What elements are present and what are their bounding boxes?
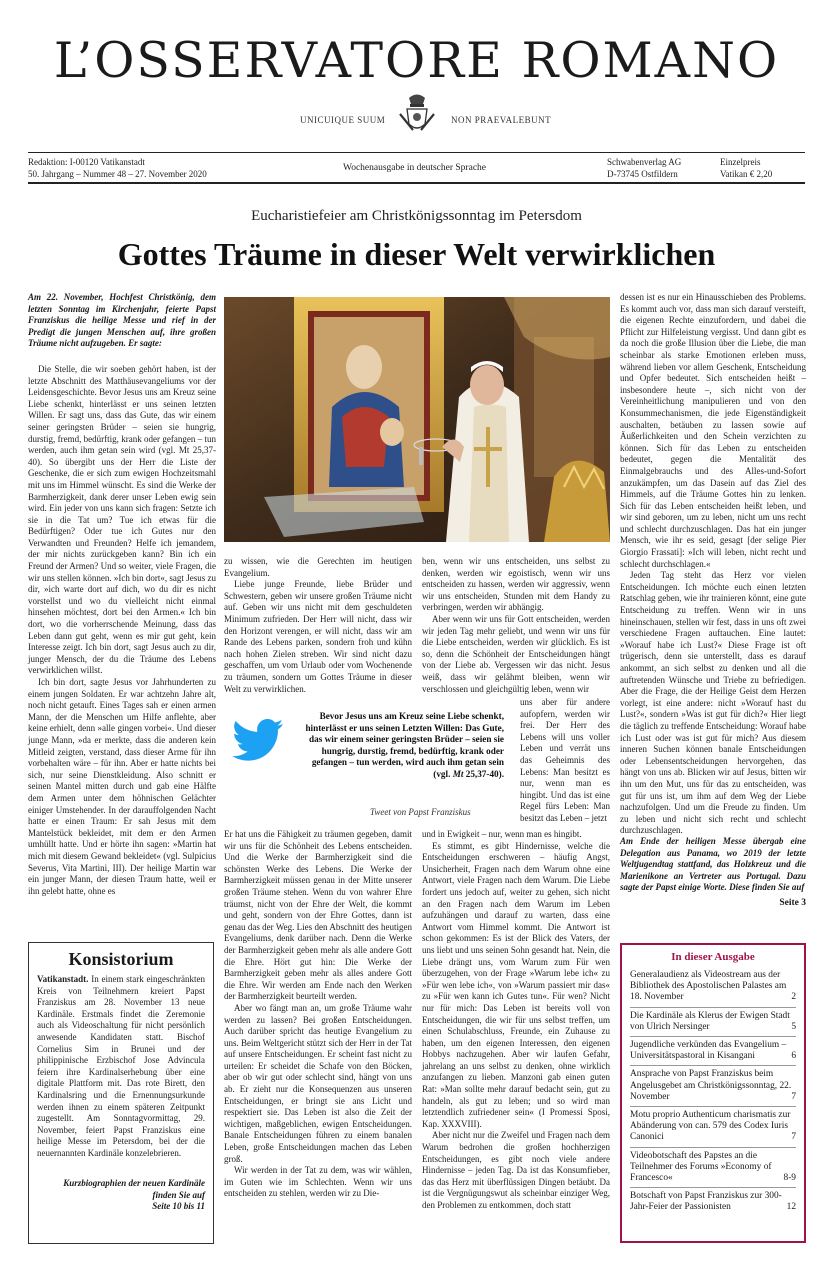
paragraph: Aber wenn wir uns für Gott entscheiden, werden wir jeden Tag mehr geliebt, und wenn wir uns für die Liebe entscheiden, werden wir glücklich. Es ist so, denn die Schönheit der Entscheidungen hängt von der Liebe ab. Vergessen wir das nicht. Jesus weiß, dass wir gelähmt bleiben, wenn wir verschlossen und gleichgültig leben, wenn wir	[422, 613, 610, 694]
continued-page-link[interactable]: Seite 3	[779, 897, 806, 908]
konsistorium-box	[28, 942, 214, 1244]
price-value: Vatikan € 2,20	[720, 169, 773, 179]
motto-right: NON PRAEVALEBUNT	[451, 115, 552, 125]
paragraph: ben, wenn wir uns entscheiden, uns selbst zu denken, werden wir egoistisch, wenn wir uns entscheiden zu hassen, werden wir aggressiv, wenn wir uns entscheiden, Stunden mit dem Handy zu verbringen, werden wir abhängig.	[422, 556, 610, 613]
pope-mass-photo	[224, 297, 610, 542]
paragraph: Ich bin dort, sagte Jesus vor Jahrhunderten zu einem jungen Soldaten. Er war achtzehn Jahre alt, noch nicht getauft. Eines Tages sah er einen armen Mann, der die Menschen um Hilfe anflehte, aber keine erhielt, denn »alle gingen vorbei«. Und dieser junge Mann, »da er merkte, dass die anderen kein Mitleid zeigten, verstand, dass dieser Arme für ihn vorbehalten wäre – für ihn. Aber er hatte nichts bei sich, nur seine Dienstkleidung. Also schnitt er seinen Mantel mitten durch und gab eine Hälfte dem Armen unter dem höhnischen Gelächter einiger Umstehender. In der darauffolgenden Nacht hatte er einen Traum: Er sah Jesus mit dem Mantelstück bekleidet, mit dem er den Armen umhüllt hatte. Und er hörte ihn sagen: »Martin hat mich mit diesem Gewand bekleidet« (vgl. Sulpicius Severus, Vita Martini, III). Der heilige Martin war ein junger Mann, der diesen Traum hatte, weil er ihn gelebt hatte, ohne es	[28, 677, 216, 896]
konsistorium-note: Kurzbiographien der neuen Kardinäle finden Sie auf	[63, 1178, 205, 1200]
toc-item-page: 12	[786, 1202, 796, 1213]
papal-coat-of-arms-icon	[395, 92, 439, 136]
toc-item[interactable]	[630, 1037, 796, 1066]
paragraph: Liebe junge Freunde, liebe Brüder und Schwestern, geben wir unsere großen Träume nicht auf. Geben wir uns nicht mit dem geschuldeten Minimum zufrieden. Der Herr will nicht, dass wir den Horizont verengen, er will nicht, dass wir am Rande des Lebens parken, sondern froh und kühn nach hohen Zielen streben. Wir sind nicht dazu geschaffen, um vom Urlaub oder vom Wochenende zu träumen, sondern um Gottes Träume in dieser Welt zu verwirklichen.	[224, 579, 412, 694]
toc-item[interactable]	[630, 1008, 796, 1037]
article-column-3-upper	[422, 556, 610, 696]
paragraph: zu wissen, wie die Gerechten im heutigen Evangelium.	[224, 556, 412, 578]
article-column-3-lower	[422, 829, 610, 1253]
twitter-bird-icon	[232, 718, 284, 763]
tweet-reference-verse: 25,37-40).	[465, 768, 504, 779]
toc-item-page: 6	[791, 1051, 796, 1062]
article-column-3-wrap	[520, 697, 610, 829]
toc-item-text: Ansprache von Papst Franziskus beim Angelusgebet am Christkönigssonntag, 22. November	[630, 1069, 792, 1102]
paragraph: und in Ewigkeit – nur, wenn man es hingibt.	[422, 829, 582, 839]
article-intro: Am 22. November, Hochfest Christkönig, dem letzten Sonntag im Kirchenjahr, feierte Papst Franziskus die heilige Messe und rief in der Predigt die jungen Menschen auf, ihre großen Träume nicht aufzugeben. Er sagte:	[28, 292, 216, 349]
publisher-line-1: Schwabenverlag AG	[607, 157, 682, 167]
toc-item-text: Die Kardinäle als Klerus der Ewigen Stadt von Ulrich Nersinger	[630, 1010, 790, 1032]
article-outro: Am Ende der heiligen Messe übergab eine Delegation aus Panama, wo 2019 der letzte Weltjugendtag stattfand, das Holzkreuz und die Marienikone an Vertreter aus Portugal. Dazu sagte der Papst einige Worte. Diese finden Sie auf	[620, 836, 806, 893]
article-column-2-upper	[224, 556, 412, 694]
header-bottom-rule	[28, 182, 805, 184]
paragraph: dessen ist es nur ein Hinausschieben des Problems. Es kommt auch vor, dass man sich darauf versteift, die eigenen Rechte einzufordern, und dabei die Pflicht zur Hilfeleistung vergisst. Und dann gibt es da noch die große Illusion über die Liebe, die man scheinbar als starke Emotionen erleben muss, während lieben vor allem Geschenk, Entscheidung und Opfer bedeutet. Sich entscheiden heißt – insbesondere heute –, sich nicht von der Vereinheitlichung manipulieren und von den Konsummechanismen, die jede Eigenständigkeit auschalten, betäuben zu lassen sowie auf Äußerlichkeiten und den Schein verzichten zu können. Sich für das Leben zu entscheiden bedeutet, gegen die Mentalität des Einmalgebrauchs und des Alles-und-Sofort anzukämpfen, um das Dasein auf das Ziel des Himmels, auf die Träume Gottes hin zu lenken. Sich für das Leben entscheiden heißt leben, und wir sind geboren, um zu leben, nicht um uns recht und schlecht durchzuschlagen. Das hat ein junger Mensch, wie ihr es seid, gesagt [der selige Pier Giorgio Frassati]: »Ich will leben, nicht recht und schlecht durchschlagen.«	[620, 292, 806, 569]
konsistorium-pages-link[interactable]: Seite 10 bis 11	[152, 1201, 205, 1212]
toc-title: In dieser Ausgabe	[671, 951, 755, 963]
article-column-1	[28, 292, 216, 916]
paragraph: Wir werden in der Tat zu dem, was wir wählen, im Guten wie im Schlechten. Wenn wir uns entscheiden zu stehlen, werden wir zu Die-	[224, 1165, 412, 1199]
paragraph: Jeden Tag steht das Herz vor vielen Entscheidungen. Ich möchte euch einen letzten Ratschlag geben, wie ihr trainieren könnt, eine gute Entscheidung zu treffen. Wenn wir in uns hineinschauen, stellen wir fest, dass in uns oft zwei verschiedene Fragen auftauchen. Eine lautet: »Worauf habe ich Lust?« Diese Frage ist oft trügerisch, denn sie unterstellt, dass es darauf ankommt, an sich selbst zu denken und all die auftretenden Wünsche und Triebe zu befriedigen. Aber die Frage, die der Heilige Geist dem Herzen vorlegt, ist eine andere: nicht »Worauf hast du Lust?«, sondern »Was ist gut für dich?« Hier liegt die täglich zu treffende Entscheidung: Worauf habe ich Lust oder was ist gut für mich? Aus diesem inneren Suchen können banale Entscheidungen oder Lebensentscheidungen hervorgehen, das hängt von uns ab. Blicken wir auf Jesus, bitten wir ihn um den Mut, uns für das zu entscheiden, was gut für uns ist, um ihm auf dem Weg der Liebe nachzufolgen. Und um die Freude zu finden. Um zu leben und nicht sich recht und schlecht durchzuschlagen.	[620, 570, 806, 836]
issue-info: 50. Jahrgang – Nummer 48 – 27. November 2020	[28, 169, 207, 179]
header-top-rule	[28, 152, 805, 153]
toc-item-text: Jugendliche verkünden das Evangelium – Universitätspastoral in Kisangani	[630, 1040, 787, 1062]
toc-item[interactable]	[630, 1066, 796, 1107]
paragraph: uns aber für andere aufopfern, werden wir frei. Der Herr des Lebens will uns voller Leben und verrät uns das Geheimnis des Lebens: Man besitzt es nur, wenn man es hingibt. Und das ist eine Regel fürs Leben: Man besitzt das Leben – jetzt	[520, 697, 610, 823]
motto-left: UNICUIQUE SUUM	[300, 115, 386, 125]
paragraph: Aber nicht nur die Zweifel und Fragen nach dem Warum bedrohen die großen hochherzigen Entscheidungen, es gibt noch viele andere Hindernisse – jeden Tag. Da ist das Konsumfieber, das das Herz mit überflüssigen Dingen betäubt. Da ist die Vergnügungswut als scheinbar einziger Weg, den Problemen zu entkommen, doch statt	[422, 1130, 610, 1210]
toc-item-text: Generalaudienz als Videostream aus der Bibliothek des Apostolischen Palastes am 18. November	[630, 970, 787, 1003]
tweet-quote	[294, 711, 504, 781]
redaktion-address: Redaktion: I-00120 Vatikanstadt	[28, 157, 145, 167]
konsistorium-title: Konsistorium	[68, 949, 174, 969]
masthead-title: L’OSSERVATORE ROMANO	[53, 32, 780, 89]
paragraph: Es stimmt, es gibt Hindernisse, welche die Entscheidungen erschweren – häufig Angst, Unsicherheit, Fragen nach dem Warum ohne eine Antwort, viele Fragen nach dem Warum. Die Liebe fordert uns jedoch auf, weiter zu gehen, sich nicht an den Fragen nach dem Warum im Leben aufzuhängen und darauf zu warten, dass eine Antwort vom Himmel kommt. Die Antwort ist schon gekommen: Es ist der Blick des Vaters, der uns liebt und uns seinen Sohn gesandt hat. Nein, die Liebe drängt uns, vom Warum zum Für wen überzugehen, von der Frage »Warum lebe ich« zu »Für wen lebe ich«, von »Warum passiert mir das« zu »Für wen kann ich Gutes tun«. Für wen? Nicht nur für mich: Das Leben ist bereits voll von Entscheidungen, die wir für uns selbst treffen, um einen Schulabschluss, Freunde, ein Zuhause zu haben, um den eigenen Interessen, den eigenen Hobbys nachzugehen. Aber wir laufen Gefahr, jahrelang an uns selbst zu denken, ohne wirklich anzufangen zu lieben. Manzoni gab einen guten Rat: »Man sollte mehr darauf bedacht sein, gut zu handeln, als gut zu leben; und so wird man letztendlich zufriedener sein« (I Promessi Sposi, Kap. XXXVIII).	[422, 840, 610, 1129]
konsistorium-place: Vatikanstadt.	[37, 974, 89, 984]
tweet-attribution: Tweet von Papst Franziskus	[370, 807, 471, 817]
toc-item-text: Videobotschaft des Papstes an die Teilnehmer des Forums »Economy of Francesco«	[630, 1150, 772, 1184]
toc-item-page: 5	[791, 1021, 796, 1032]
toc-item-page: 7	[791, 1132, 796, 1143]
toc-item[interactable]	[630, 1188, 796, 1216]
tweet-text: Bevor Jesus uns am Kreuz seine Liebe schenkt, hinterlässt er uns seinen Letzten Willen: Das Gute, das wir einem seiner geringsten Brüder – seien sie hungrig, durstig, fremd, bedürftig, krank oder gefangen – tun werden, wird auch ihm getan sein (vgl.	[305, 711, 504, 779]
article-headline: Gottes Träume in dieser Welt verwirklichen	[117, 236, 716, 272]
toc-item-page: 2	[791, 992, 796, 1003]
publisher-line-2: D-73745 Ostfildern	[607, 169, 678, 179]
toc-item[interactable]	[630, 967, 796, 1008]
paragraph: Die Stelle, die wir soeben gehört haben, ist der letzte Abschnitt des Matthäusevangeliums vor der Leidensgeschichte. Bevor Jesus uns am Kreuz seine Liebe schenkt, hinterlässt er uns seinen letzten Willen. Er sagt uns, dass das Gute, das wir einem seiner geringsten Brüder – seien sie hungrig, durstig, fremd, bedürftig, krank oder gefangen – tun werden, auch ihm getan sein wird (vgl. Mt 25,37-40). So übergibt uns der Herr die Liste der Geschenke, die er sich zum ewigen Hochzeitsmahl mit uns im Himmel wünscht. Es sind die Werke der Barmherzigkeit, dank derer unser Leben ewig sein wird. Ein jeder von uns kann sich fragen: Setzte ich sie in die Tat um? Tue ich etwas für die Bedürftigen? Oder tue ich Gutes nur den Verwandten und Freunden? Helfe ich jemandem, der mir nichts zurückgeben kann? Bin ich ein Freund der Armen? Und so weiter, viele Fragen, die wir uns stellen können. »Ich bin dort«, sagt Jesus zu dir, »ich warte dort auf dich, wo du dir es nicht vorstellst und wo du vielleicht nicht einmal hinsehen möchtest, dort bei den Armen.« Ich bin dort, wo die vorherrschende Meinung, dass das Leben dann gut geht, wenn es mir gut geht, kein Interesse zeigt. Ich bin dort, sagt Jesus auch zu dir, junger Mensch, der du die Träume des Lebens verwirklichen willst.	[28, 363, 216, 676]
edition-label: Wochenausgabe in deutscher Sprache	[343, 163, 486, 173]
tweet-reference: Mt	[452, 768, 464, 779]
toc-item-text: Motu proprio Authenticum charismatis zur Abänderung von can. 579 des Codex Iuris Canonici	[630, 1110, 791, 1143]
paragraph: Er hat uns die Fähigkeit zu träumen gegeben, damit wir uns für die Schönheit des Lebens entscheiden. Und die Werke der Barmherzigkeit sind die schönsten Werke des Lebens. Die Werke der Barmherzigkeit müssen genau in der Mitte unserer großen Träume stehen. Wenn du von wahrer Ehre träumst, nicht von der Ehre der Welt, die kommt und geht, sondern von der Ehre Gottes, dann ist genau das der Weg. Lies den Abschnitt des heutigen Evangeliums, denk darüber nach. Denn die Werke der Barmherzigkeit geben mehr als alle andere Gott die Ehre. Hört gut hin: Die Werke der Barmherzigkeit geben mehr als alles andere Gott die Ehre. Wir werden am Ende nach den Werken der Barmherzigkeit beurteilt werden.	[224, 829, 412, 1002]
toc-box	[620, 943, 806, 1243]
price-label: Einzelpreis	[720, 157, 761, 167]
article-column-4	[620, 292, 806, 908]
paragraph: Aber wo fängt man an, um große Träume wahr werden zu lassen? Bei großen Entscheidungen. Auch darüber spricht das heutige Evangelium zu uns. Beim Weltgericht stützt sich der Herr in der Tat auf unsere Entscheidungen. Er scheint fast nicht zu urteilen: Er scheidet die Schafe von den Böcken, aber ob wir gut oder schlecht sind, hängt von uns ab. Er zieht nur die Konsequenzen aus unseren Entscheidungen, er bringt sie ans Licht und respektiert sie. Das Leben ist also die Zeit der wichtigen, maßgeblichen, ewigen Entscheidungen. Banale Entscheidungen führen zu einem banalen Leben, große Entscheidungen machen das Leben groß.	[224, 1002, 412, 1164]
toc-item[interactable]	[630, 1148, 796, 1189]
toc-item-page: 8-9	[783, 1173, 796, 1184]
toc-item-page: 7	[791, 1091, 796, 1102]
toc-item[interactable]	[630, 1107, 796, 1148]
konsistorium-body: In einem stark eingeschränkten Kreis von Teilnehmern kreiert Papst Franziskus am 28. November 13 neue Kardinäle. Erstmals findet die Zeremonie auch als Videoschaltung für nicht persönlich anwesende Kandidaten statt. Bischof Cornelius Sim in Brunei und der philippinische Erzbischof Jose Advincula feiern ihre Kardinalserhebung über eine digitale Plattform mit. Das rote Birett, den Kardinalsring und die Ernennungsurkunde werden ihnen zu einem späteren Zeitpunkt zugestellt. Am Sonntagvormittag, 29. November, feiert Papst Franziskus eine heilige Messe im Petersdom, bei der die neuernannten Kardinäle konzelebrieren.	[37, 974, 205, 1158]
toc-item-text: Botschaft von Papst Franziskus zur 300-Jahr-Feier der Passionisten	[630, 1191, 782, 1213]
article-kicker: Eucharistiefeier am Christkönigssonntag im Petersdom	[251, 208, 582, 224]
article-column-2-lower	[224, 829, 412, 1253]
